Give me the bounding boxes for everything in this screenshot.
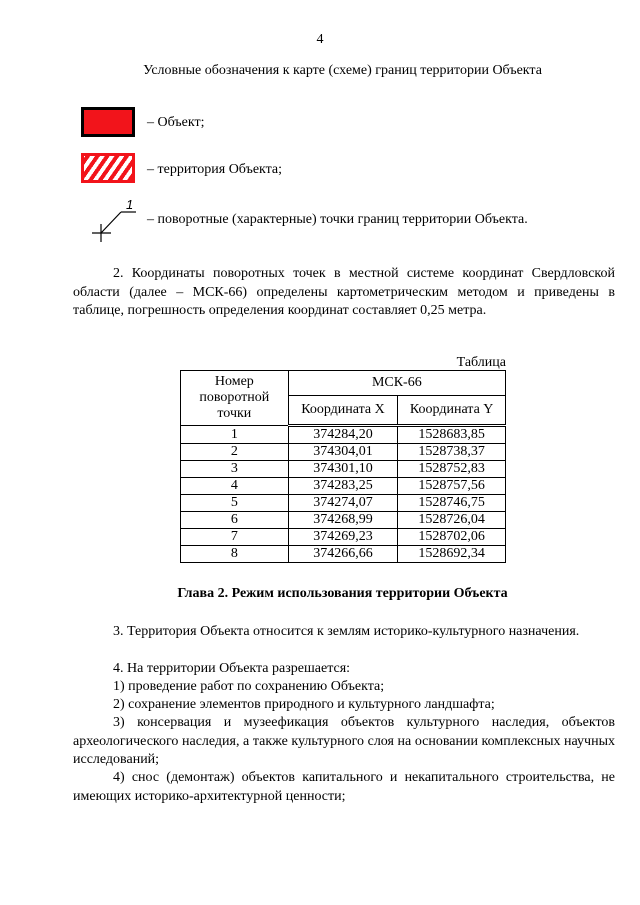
chapter-title: Глава 2. Режим использования территории Объекта (177, 586, 508, 601)
table-row (181, 495, 506, 512)
point-number: 1 (181, 426, 289, 444)
object-filled-red-rect-icon (81, 107, 135, 137)
list-item-1: 1) проведение работ по сохранению Объекта; (113, 679, 385, 694)
table-row (181, 512, 506, 529)
header-coordinate-system: МСК-66 (288, 371, 505, 396)
turning-point-marker-label: 1 (126, 198, 134, 212)
legend-item-label: – поворотные (характерные) точки границ территории Объекта. (147, 212, 528, 227)
table-row (181, 546, 506, 563)
table-row (181, 426, 506, 444)
coordinate-x: 374304,01 (288, 444, 398, 461)
point-number: 5 (181, 495, 289, 512)
coordinate-y: 1528746,75 (398, 495, 506, 512)
list-item-3: 3) консервация и музеефикация объектов культурного наследия, объектов археологического наследия, а также культурного слоя на основании комплексных научных исследований; (73, 715, 615, 767)
paragraph-3: 3. Территория Объекта относится к землям историко-культурного назначения. (113, 624, 580, 639)
paragraph-2: 2. Координаты поворотных точек в местной системе координат Свердловской области (далее – МСК-66) определены картометрическим методом и приведены в таблице, погрешность определения координат составляет 0,25 метра. (73, 266, 615, 318)
header-point-number: Номер поворотной точки (181, 371, 289, 426)
coordinate-y: 1528752,83 (398, 461, 506, 478)
coordinate-x: 374283,25 (288, 478, 398, 495)
coordinate-x: 374301,10 (288, 461, 398, 478)
header-coordinate-y: Координата Y (398, 396, 506, 426)
table-row (181, 529, 506, 546)
legend-title: Условные обозначения к карте (схеме) границ территории Объекта (143, 63, 542, 78)
table-caption: Таблица (456, 355, 506, 370)
point-number: 8 (181, 546, 289, 563)
coordinate-y: 1528738,37 (398, 444, 506, 461)
coordinate-y: 1528757,56 (398, 478, 506, 495)
coordinate-y: 1528726,04 (398, 512, 506, 529)
table-row (181, 444, 506, 461)
legend-item-label: – Объект; (147, 115, 205, 130)
legend-item-turning-point (81, 198, 601, 246)
coordinate-x: 374269,23 (288, 529, 398, 546)
point-number: 4 (181, 478, 289, 495)
coordinate-x: 374268,99 (288, 512, 398, 529)
coordinate-x: 374266,66 (288, 546, 398, 563)
point-number: 6 (181, 512, 289, 529)
turning-point-icon (81, 198, 141, 246)
legend-item-label: – территория Объекта; (147, 162, 283, 177)
point-number: 7 (181, 529, 289, 546)
coordinate-y: 1528683,85 (398, 426, 506, 444)
point-number: 3 (181, 461, 289, 478)
table-row (181, 478, 506, 495)
legend-item-territory (81, 153, 601, 193)
coordinate-x: 374284,20 (288, 426, 398, 444)
list-item-4: 4) снос (демонтаж) объектов капитального и некапитального строительства, не имеющих историко-архитектурной ценности; (73, 770, 615, 804)
header-coordinate-x: Координата X (288, 396, 398, 426)
legend-item-object (81, 107, 601, 147)
point-number: 2 (181, 444, 289, 461)
coordinates-table (180, 370, 506, 563)
list-item-2: 2) сохранение элементов природного и культурного ландшафта; (113, 697, 495, 712)
table-row (181, 461, 506, 478)
coordinate-x: 374274,07 (288, 495, 398, 512)
paragraph-4: 4. На территории Объекта разрешается: (113, 661, 351, 676)
coordinate-y: 1528692,34 (398, 546, 506, 563)
territory-hatched-red-rect-icon (81, 153, 135, 183)
page-number: 4 (316, 32, 324, 47)
coordinate-y: 1528702,06 (398, 529, 506, 546)
